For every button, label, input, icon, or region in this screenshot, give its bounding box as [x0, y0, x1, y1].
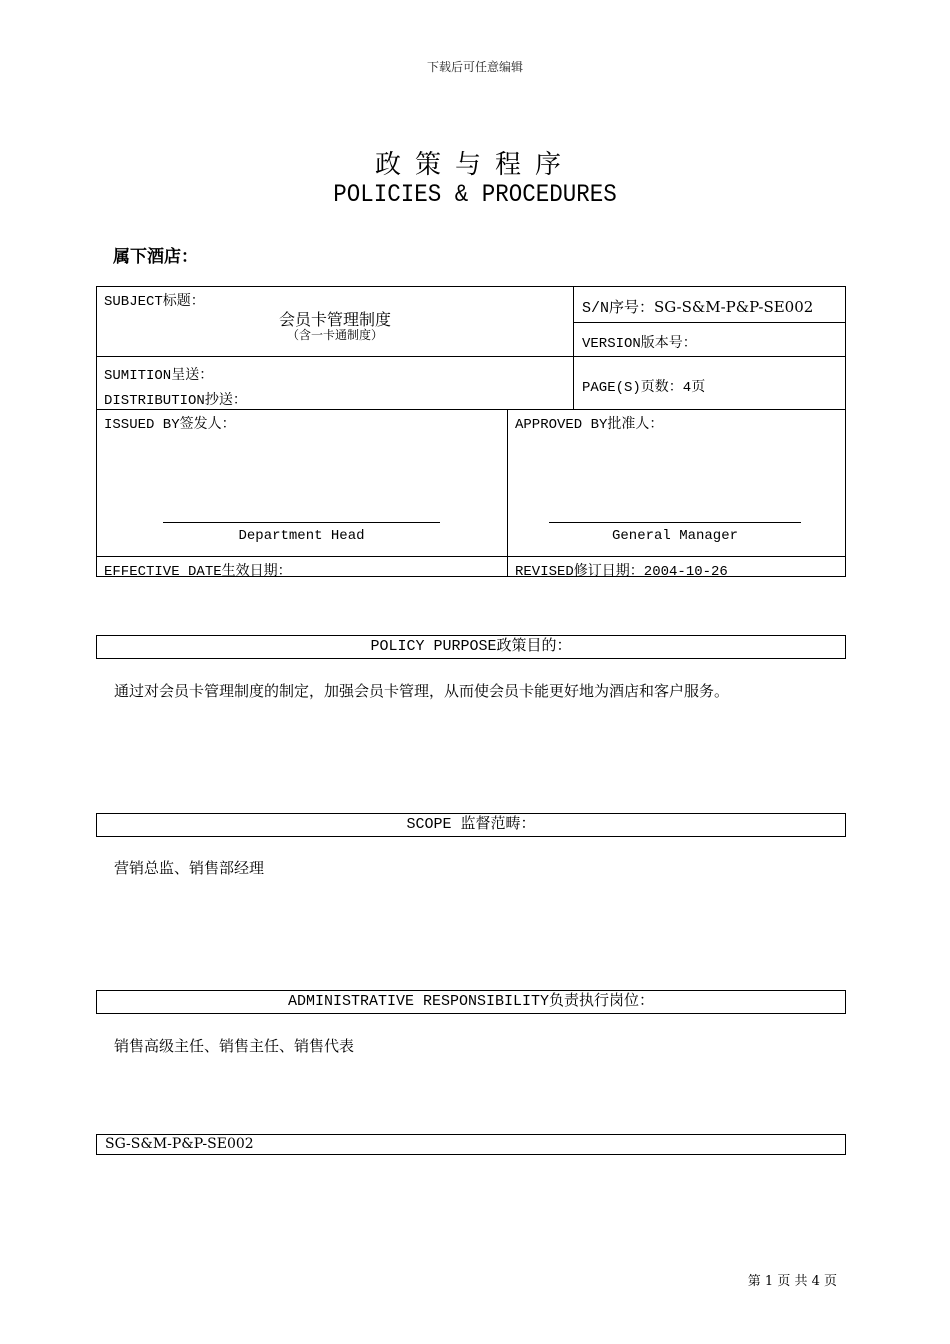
pages-label: PAGE(S)页数：4页 [582, 380, 706, 396]
section-purpose-body: 通过对会员卡管理制度的制定，加强会员卡管理，从而使会员卡能更好地为酒店和客户服务。 [114, 682, 730, 700]
header-note: 下载后可任意编辑 [426, 60, 523, 74]
revised-date-label: REVISED修订日期：2004-10-26 [515, 564, 728, 580]
approved-signer: General Manager [611, 528, 739, 544]
distribution-label: DISTRIBUTION抄送： [104, 393, 247, 409]
issued-by-label: ISSUED BY签发人： [104, 417, 236, 433]
subject-label: SUBJECT标题： [104, 294, 205, 310]
footer-document-code: SG-S&M-P&P-SE002 [96, 1134, 846, 1155]
issued-signer: Department Head [238, 528, 365, 544]
page-number: 第 1 页 共 4 页 [747, 1274, 837, 1289]
section-purpose-heading: POLICY PURPOSE政策目的： [96, 635, 846, 659]
sn-value: SG-S&M-P&P-SE002 [654, 298, 814, 316]
section-scope-heading: SCOPE 监督范畴： [96, 813, 846, 837]
subject-value: 会员卡管理制度 [278, 310, 391, 329]
section-scope-body: 营销总监、销售部经理 [114, 859, 265, 877]
sn-label-text: S/N序号： [582, 300, 655, 317]
title-english: POLICIES & PROCEDURES [333, 180, 617, 209]
effective-date-label: EFFECTIVE DATE生效日期： [104, 564, 292, 580]
issued-signature-line [163, 522, 440, 523]
subject-subtitle: （含一卡通制度） [286, 328, 383, 342]
title-chinese: 政策与程序 [374, 150, 575, 180]
approved-signature-line [549, 522, 801, 523]
approved-by-label: APPROVED BY批准人： [515, 417, 664, 433]
sn-label [582, 296, 813, 317]
section-responsibility-body: 销售高级主任、销售主任、销售代表 [114, 1037, 355, 1055]
submission-label: SUMITION呈送： [104, 368, 214, 384]
version-label: VERSION版本号： [582, 336, 697, 352]
section-responsibility-heading: ADMINISTRATIVE RESPONSIBILITY负责执行岗位： [96, 990, 846, 1014]
hotel-label: 属下酒店： [113, 247, 198, 267]
